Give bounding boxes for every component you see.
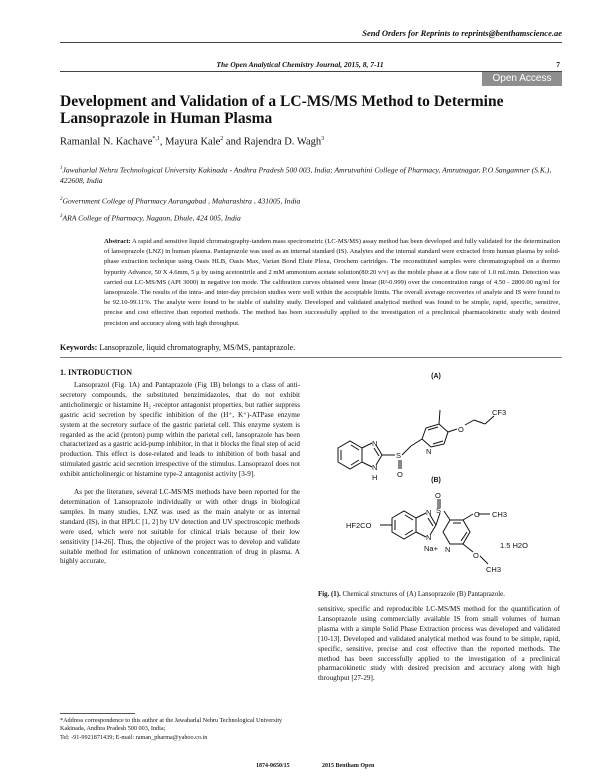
atom-label: S [436, 506, 442, 515]
affiliation-3: $^3$ARA College of Pharmacy, Nagaon, Dhule, 424 005, India [60, 213, 241, 223]
footnote-contact: Tel: -91-9921871439; E-mail: raman_pharma@yahoo.co.in [60, 733, 208, 741]
hydrate-label: 1.5 H2O [500, 541, 528, 550]
atom-label: N [426, 533, 432, 542]
atom-label: N [372, 463, 378, 472]
article-title: Development and Validation of a LC-MS/MS Method to Determine Lansoprazole in Human Plasma [60, 93, 504, 127]
correspondence-footnote [60, 717, 300, 742]
journal-citation: The Open Analytical Chemistry Journal, 2015, 8, 7-11 [216, 60, 384, 69]
header-rule [60, 42, 562, 43]
atom-label: N [426, 508, 432, 517]
atom-label: O [458, 425, 464, 434]
atom-label: CH3 [492, 510, 508, 519]
atom-label: O [435, 491, 441, 500]
atom-label: S [396, 451, 402, 460]
page-number: 7 [556, 60, 560, 69]
open-access-badge: Open Access [482, 72, 562, 86]
left-column [60, 381, 300, 567]
atom-label: O [473, 551, 479, 560]
keywords-label: Keywords: [60, 343, 98, 352]
author-sup: 3 [321, 136, 325, 142]
figure-label-a: (A) [431, 373, 441, 380]
affiliation-1: $^1$Jawaharlal Nehru Technological University Kakinada - Andhra Pradesh 500 003, India; Amrutvahini College of Pharmacy, Amrutnagar, P.O Sangamner (S.K.), 422608, India [60, 165, 552, 186]
keywords [60, 343, 295, 352]
figure-caption [318, 591, 505, 598]
atom-label: O [474, 510, 480, 519]
atom-label: N [445, 545, 451, 554]
section-heading: 1. INTRODUCTION [60, 368, 133, 377]
abstract [104, 237, 560, 329]
right-column [318, 605, 560, 684]
atom-label: H [372, 473, 378, 482]
author-name: Rajendra D. Wagh [243, 136, 322, 148]
atom-label: CF3 [492, 408, 507, 417]
chemical-structures-figure [318, 368, 562, 588]
footnote-rule [60, 713, 135, 714]
section-rule [60, 357, 562, 358]
atom-label: N [372, 439, 378, 448]
affiliation-2: $^2$Government College of Pharmacy Aurangabad , Maharashtra , 431005, India [60, 196, 301, 206]
author-separator: , [159, 136, 163, 148]
atom-label: CH3 [486, 565, 502, 574]
intro-paragraph-1: Lansoprazol (Fig. 1A) and Pantaprazole (Fig 1B) belongs to a class of anti-secretory compounds, the substituted benzimidazoles, that do not exhibit anticholinergic or histamine H₂ -receptor antagonist properties, but rather suppress gastric acid secretion by specific inhibition of the (H⁺, K⁺)-ATPase enzyme system at the secretory surface of the gastric parietal cell. This enzyme system is regarded as the acid (proton) pump within the parietal cell, lansoprazole has been characterized as a gastric acid-pump inhibitor, in that it blocks the final step of acid production. This effect is dose-related and leads to inhibition of both basal and stimulated gastric acid secretion irrespective of the stimulus. Lansoprazol does not exhibit anticholinergic or histamine type-2 antagonist activity [3-9]. [60, 381, 300, 479]
author-sup: 2 [220, 136, 224, 142]
figure-caption-label: Fig. (1). [318, 591, 341, 598]
author-list [60, 136, 324, 148]
author-separator: and [225, 136, 242, 148]
figure-label-b: (B) [431, 477, 441, 484]
atom-label: HF2CO [346, 521, 372, 530]
footnote-text: *Address correspondence to this author at the Jawaharlal Nehru Technological University Kakinada, Andhra Pradesh 500 003, India; [60, 717, 283, 733]
issn: 1874-0650/15 [256, 763, 290, 769]
author-name: Ramanlal N. Kachave [60, 136, 153, 148]
reprints-notice: Send Orders for Reprints to reprints@benthamscience.ae [362, 28, 562, 38]
figure-caption-text: Chemical structures of (A) Lansoprazole (B) Pantaprazole. [342, 591, 505, 598]
intro-paragraph-2: As per the literature, several LC-MS/MS methods have been reported for the determination of Lansoprazole individually or with other drugs in biological samples. In many studies, LNZ was used as the main analyte or as internal standard (IS), in that HPLC [1, 2] by UV detection and UV spectroscopic methods were used, which were not suitable for clinical trials because of their low sensitivity [14-26]. Thus, the objective of the project was to develop and validate suitable method for estimation of unknown concentration of drug in plasma. A highly accurate, [60, 488, 300, 566]
abstract-label: Abstract: [104, 238, 131, 245]
author-sup: *,1 [152, 136, 160, 142]
intro-paragraph-3: sensitive, specific and reproducible LC-MS/MS method for the quantification of Lansoprazole using commercially available IS from small volumes of human plasma with a simple Solid Phase Extraction process was developed and validated [10-13]. Developed and validated analytical method was found to be simple, rapid, specific, sensitive, precise and cost effective than the reported methods. The method has been successfully applied to the investigation of a preclinical pharmacokinetic study with desired precision and accuracy along with high throughput [27-29]. [318, 605, 560, 683]
publisher: 2015 Bentham Open [322, 763, 375, 769]
abstract-text: A rapid and sensitive liquid chromatography-tandem mass spectrometric (LC-MS/MS) assay method has been developed and fully validated for the determination of lansoprazole (LNZ) in human plasma. Pantaprazole was used as an internal standard (IS). Analytes and the internal standard were extracted from human plasma by solid-phase extraction technique using Oasis HLB, Oasis Max, Varian Bond Elute Plexa, Orochem cartridges. The reconstituted samples were chromatographed on a thermo hypurity Advance, 50 X 4.6mm, 5 μ by using acetonitrile and 2 mM ammonium acetate solution(80:20 v/v) as the mobile phase at a flow rate of 1.0 mL/min. Detection was carried out LC-MS/MS (API 3000) in negative ion mode. The calibration curves obtained were linear (R²-0.999) over the concentration range of 4.50 - 2800.00 ng/ml for lansoprazole. The results of the intra- and inter-day precision studies were well within the acceptable limits. The overall average recoveries of analyte and IS were found to be 92.10-99.11%. The analyte were found to be stable of stability study. Developed and validated analytical method was found to be simple, rapid, specific, sensitive, precise and cost effective than reported methods. The method has been successfully applied to the investigation of a preclinical pharmacokinetic study with desired precision and accuracy along with high throughput. [104, 238, 560, 327]
keywords-text: Lansoprazole, liquid chromatography, MS/MS, pantaprazole. [99, 343, 296, 352]
atom-label: O [397, 470, 403, 479]
atom-label: N [426, 447, 432, 456]
author-name: Mayura Kale [165, 136, 221, 148]
atom-label: Na+ [424, 544, 438, 553]
